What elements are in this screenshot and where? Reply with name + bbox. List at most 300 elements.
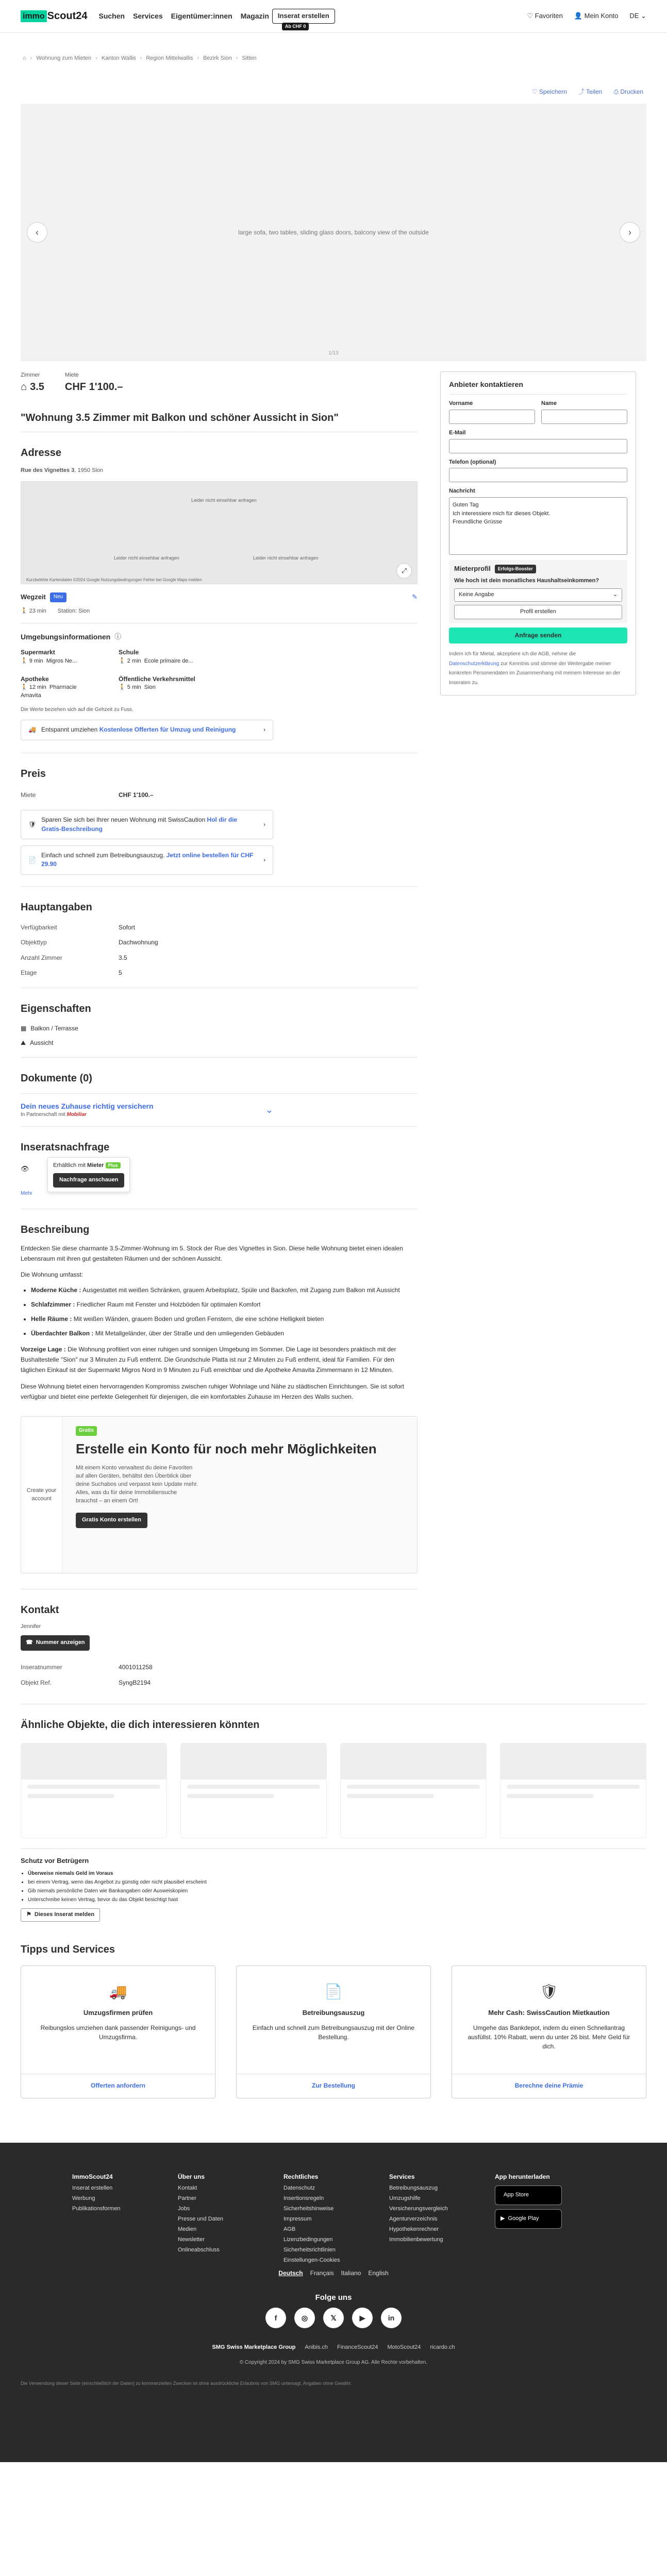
social-links [0,2308,667,2328]
konto-label: Mein Konto [584,12,619,20]
contact-section [21,1603,418,1690]
surroundings-place: Pharmacie Amavita [21,684,77,699]
row-key: Objekt Ref. [21,1679,52,1686]
insurance-sub: In Partnerschaft mit [21,1112,65,1118]
betreib-text: Einfach und schnell zum Betreibungsauszug. [41,851,165,859]
footer-link[interactable]: Impressum [284,2216,312,2223]
list-item [31,1300,418,1310]
vorname-input[interactable] [449,410,535,424]
chevron-right-icon: › [263,726,265,734]
table-row [21,935,418,950]
surroundings-heading: Umgebungsinformationen [21,632,111,641]
nachricht-label: Nachricht [449,488,475,495]
map[interactable] [21,481,418,584]
footer-link[interactable]: Immobilienbewertung [389,2236,443,2243]
income-question: Wie hoch ist dein monatliches Haushaltseinkommen? [454,578,599,584]
footer-link[interactable]: Medien [178,2226,197,2232]
youtube-icon[interactable]: ▶ [352,2308,373,2328]
footer-link[interactable]: Presse und Daten [178,2216,224,2223]
description [21,1223,418,1402]
tip-text: Reibungslos umziehen dank passender Reinigungs- und Umzugsfirma. [40,2024,196,2041]
surroundings-note: Die Werte beziehen sich auf die Gehzeit zu Fuss. [21,706,134,713]
nav-magazin[interactable]: Magazin [240,12,269,21]
flag-icon: ⚑ [26,1911,31,1918]
row-value: 3.5 [119,954,127,961]
footer-link[interactable]: Lizenzbedingungen [284,2236,333,2243]
save-label: Speichern [539,88,567,95]
surroundings-place: Sion [144,684,156,690]
description-list [31,1285,418,1338]
dokumente-heading: Dokumente (0) [21,1073,92,1084]
nav-eigentuemer[interactable]: Eigentümer:innen [171,12,232,21]
plus-badge: Plus [106,1162,121,1168]
footer-link[interactable]: Newsletter [178,2236,205,2243]
row-key: Anzahl Zimmer [21,954,62,961]
betreib-link[interactable]: Jetzt online bestellen für CHF 29.90 [41,851,254,868]
item-text: Mit weißen Wänden, grauem Boden und großen Fenstern, die eine schöne Helligkeit bieten [72,1315,324,1323]
surroundings-title: Apotheke [21,675,49,683]
description-intro: Entdecken Sie diese charmante 3.5-Zimmer-Wohnung im 5. Stock der Rue des Vignettes in Sion. Diese helle Wohnung bietet einen idealen Lebensraum mit ihren gut gestalteten Räumen und der schönen Aussicht. [21,1244,403,1262]
play-icon: ▶ [501,2215,505,2222]
surroundings-time: 12 min [29,684,46,690]
mieterprofil-label: Mieterprofil [454,565,491,573]
brands-lead: SMG Swiss Marketplace Group [212,2344,296,2350]
surroundings-heading-row [21,632,418,642]
inserat-badge: Ab CHF 0 [282,23,309,30]
footer-col-title: Services [389,2173,415,2180]
walk-icon: 🚶 [21,608,28,615]
lang-link[interactable]: Italiano [341,2269,361,2277]
move-offer-box[interactable] [21,720,273,740]
share-icon: ⤴ [578,88,585,95]
logo[interactable] [21,9,87,24]
send-request-button[interactable]: Anfrage senden [449,628,627,643]
footer-brands [0,2344,667,2352]
caution-box[interactable] [21,810,273,839]
tip-title: Mehr Cash: SwissCaution Mietkaution [488,2009,610,2017]
list-item [21,1022,418,1036]
brand-link[interactable]: Anibis.ch [305,2344,328,2350]
eye-icon: 👁 [21,1164,29,1173]
row-value: 4001011258 [119,1664,153,1671]
rent-label: Miete [64,372,79,379]
nav-suchen[interactable]: Suchen [98,12,125,21]
copyright: © Copyright 2024 by SMG Swiss Marketplace Group AG. Alle Rechte vorbehalten. [239,2359,428,2365]
gallery-counter: 1/13 [328,350,339,356]
similar-listings [21,1743,646,1838]
tip-link[interactable]: Zur Bestellung [237,2074,430,2097]
main-column [21,371,418,1690]
name-label: Name [541,400,557,406]
language-label: DE [629,12,639,20]
footer-link[interactable]: Publikationsformen [72,2206,121,2212]
heart-icon: ♡ [531,88,538,95]
app-download [495,2173,601,2265]
tips-grid [21,1965,646,2098]
rooms-value: 3.5 [30,381,44,393]
footer-link[interactable]: Sicherheitsrichtlinien [284,2246,336,2253]
heart-icon: ♡ [527,12,533,20]
inserat-erstellen-button[interactable] [272,9,335,29]
insurance-brand: Mobiliar [66,1112,87,1118]
tip-title: Umzugsfirmen prüfen [83,2009,153,2017]
breadcrumb-item[interactable]: Kanton Wallis [101,55,136,61]
breadcrumb-item[interactable]: Region Mittelwallis [146,55,193,61]
similar-card[interactable] [180,1743,327,1838]
description-outro: Diese Wohnung bietet einen hervorragenden Kompromiss zwischen ruhiger Wohnlage und Nähe zu städtischen Einrichtungen. Sie ist sofort verfügbar und bietet eine perfekte Gelegenheit für diejenigen, die ein komfortables Zuhause im Herzen des Walls suchen. [21,1382,404,1400]
hauptangaben-heading: Hauptangaben [21,901,92,913]
form-title: Anbieter kontaktieren [449,380,523,389]
surroundings-item [21,675,98,700]
row-key: Verfügbarkeit [21,923,57,931]
contact-sidebar [440,371,646,1690]
walk-icon: 🚶 [119,684,126,690]
truck-icon: 🚚 [109,1983,127,1999]
nachfrage-heading: Inseratsnachfrage [21,1141,110,1153]
rent-value: CHF 1'100.– [64,381,123,393]
surroundings-title: Schule [119,649,139,656]
gallery-prev-button[interactable]: ‹ [27,222,47,243]
footer-languages [0,2269,667,2278]
list-item [21,1036,418,1050]
show-number-label: Nummer anzeigen [36,1639,85,1646]
item-text: Mit Metallgeländer, über der Straße und den umliegenden Gebäuden [93,1329,284,1337]
surroundings-title: Öffentliche Verkehrsmittel [119,675,195,683]
truck-icon: 🚚 [28,726,36,734]
list-item [31,1285,418,1296]
caution-link[interactable]: Hol dir die Gratis-Beschreibung [41,816,238,833]
vorname-label: Vorname [449,400,473,406]
privacy-link[interactable]: Datenschutzerklärung [449,660,499,667]
item-text: Ausgestattet mit weißen Schränken, grauem Arbeitsplatz, Spüle und Backofen, mit Zugang zum Balkon mit Aussicht [81,1286,400,1294]
description-umfasst: Die Wohnung umfasst: [21,1271,84,1279]
document-icon: 📄 [324,1983,343,1999]
nav-services[interactable]: Services [133,12,163,21]
surroundings-time: 9 min [29,657,43,664]
item-text: Friedlicher Raum mit Fenster und Holzböden für optimalen Komfort [75,1301,261,1309]
language-select[interactable] [629,11,646,21]
caution-text: Sparen Sie sich bei Ihrer neuen Wohnung mit SwissCaution [41,816,206,824]
create-account-button[interactable]: Gratis Konto erstellen [76,1513,147,1528]
lang-link[interactable]: Français [310,2269,334,2277]
footer-link[interactable]: Einstellungen-Cookies [284,2257,340,2263]
surroundings-place: Migros Ne... [46,657,77,664]
footer-link[interactable]: Werbung [72,2195,95,2202]
map-footer: Kurzbefehle Kartendaten ©2024 Google Nutzungsbedingungen Fehler bei Google Maps melden [26,577,202,582]
report-label: Dieses Inserat melden [34,1911,95,1918]
listing-actions [21,88,646,96]
surroundings-item [119,675,196,700]
footer-link[interactable]: Inserat erstellen [72,2185,113,2192]
footer-link[interactable]: Hypothekenrechner [389,2226,439,2232]
list-item: • Überweise niemals Geld im Voraus [28,1869,646,1878]
list-item: • bei einem Vertrag, wenn das Angebot zu günstig oder nicht plausibel erscheint [28,1878,646,1887]
walk-icon: 🚶 [21,684,28,690]
phone-icon: ☎ [26,1639,33,1646]
chevron-right-icon: › [263,856,265,863]
eigenschaften-heading: Eigenschaften [21,1003,91,1015]
inserat-label: Inserat erstellen [277,12,329,20]
promo-heading: Erstelle ein Konto für noch mehr Möglichkeiten [76,1440,377,1456]
favoriten-label: Favoriten [535,12,563,20]
promo-text: Mit einem Konto verwaltest du deine Favoriten auf allen Geräten, behältst den Überblick über deine Suchabos und verpasst kein Update mehr. Alles, was du für deine Immobiliensuche brauchst – an einem Ort! [76,1465,198,1504]
legal-part: zur Kenntnis und stimme der Weitergabe meiner konkreten Personendaten im Zusammenhang mit meinem Interesse an der Inseraten zu. [449,660,621,686]
print-icon: ⎙ [613,88,619,95]
disclaimer: Die Verwendung dieser Seite (einschließlich der Daten) zu kommerziellen Zwecken ist ohne ausdrückliche Erlaubnis von SMG untersagt. Angaben ohne Gewähr. [21,2380,352,2386]
tip-link[interactable]: Offerten anfordern [21,2074,215,2097]
nachfrage-link[interactable]: Mehr [21,1190,32,1196]
surroundings-item [21,648,98,665]
similar-card[interactable] [21,1743,167,1838]
save-button[interactable] [532,88,567,96]
table-row [21,965,418,980]
footer-link[interactable]: Sicherheitshinweise [284,2206,334,2212]
linkedin-icon[interactable]: in [381,2308,402,2328]
walk-icon: 🚶 [21,657,28,664]
list-item: • Gib niemals persönliche Daten wie Bankangaben oder Ausweiskopien [28,1887,646,1895]
row-key: Etage [21,969,37,976]
appstore-button[interactable] [495,2185,562,2205]
insurance-banner[interactable] [21,1101,273,1119]
footer-col-title: Rechtliches [284,2173,319,2180]
lang-link[interactable]: English [368,2269,389,2277]
favoriten-link[interactable] [527,11,562,21]
name-input[interactable] [541,410,627,424]
footer-link[interactable]: Onlineabschluss [178,2246,220,2253]
row-value: Dachwohnung [119,939,158,946]
legal-part: Indem ich für Mietal, akzeptiere ich die AGB, nehme die [449,651,576,657]
tip-link[interactable]: Berechne deine Prämie [452,2074,646,2097]
footer-link[interactable]: AGB [284,2226,296,2232]
edit-icon[interactable]: ✎ [412,593,418,601]
rooms-label: Zimmer [21,372,40,379]
breadcrumb-item[interactable]: Wohnung zum Mieten [36,55,92,61]
similar-card[interactable] [340,1743,487,1838]
account-promo [21,1416,418,1573]
row-value: SyngB2194 [119,1679,151,1686]
lang-link[interactable]: Deutsch [278,2269,303,2277]
list-item [31,1314,418,1325]
share-label: Teilen [586,88,603,95]
popup-text: Erhältlich mit [53,1162,86,1168]
item-title: Überdachter Balkon : [31,1329,94,1337]
table-row [21,1675,418,1690]
address-line: Rue des Vignettes 3, 1950 Sion [21,467,104,474]
footer-link[interactable]: Umzugshilfe [389,2195,421,2202]
brand-link[interactable]: MotoScout24 [387,2344,421,2350]
telefon-label: Telefon (optional) [449,459,496,465]
contact-form [440,371,636,696]
footer-link[interactable]: Versicherungsvergleich [389,2206,448,2212]
new-badge: Neu [50,592,66,602]
row-key: Objekttyp [21,939,47,946]
chevron-right-icon: › [263,820,265,828]
booster-badge: Erfolgs-Booster [495,565,536,573]
beschreibung-heading: Beschreibung [21,1224,90,1235]
mieterprofil-box [449,560,627,623]
popup-strong: Mieter [87,1162,104,1168]
price-key: Miete [21,791,36,799]
footer-link[interactable]: Agenturverzeichnis [389,2216,438,2223]
footer-link[interactable]: Kontakt [178,2185,197,2192]
shield-icon: 🛡 [540,1983,558,1999]
appstore-label: App Store [504,2192,529,2198]
price-heading: Preis [21,768,46,779]
contact-name: Jennifer [21,1623,41,1630]
similar-heading: Ähnliche Objekte, die dich interessieren könnten [21,1719,260,1731]
wegzeit-row [21,592,418,602]
user-icon: 👤 [574,12,583,20]
balcony-icon: ▦ [21,1025,27,1032]
surroundings-item [119,648,196,665]
document-icon: 📄 [28,856,36,863]
view-icon: ⛰ [21,1039,26,1046]
nachfrage-popup [47,1157,130,1192]
surroundings-place: Ecole primaire de... [144,657,193,664]
station: Station: Sion [57,608,90,615]
city: 1950 Sion [77,467,104,474]
footer-link[interactable]: Insertionsregeln [284,2195,324,2202]
footer-col-title: Über uns [178,2173,205,2180]
item-title: Helle Räume : [31,1315,72,1323]
lage-text: Die Wohnung profitiert von einer ruhigen und sonnigen Umgebung im Sommer. Die Lage ist besonders praktisch mit der Bushaltestelle "Sion" nur 3 Minuten zu Fuß entfernt. Die Grundschule Platta ist nur 2 Minuten zu Fuß entfernt, ideal für Familien. Für den täglichen Einkauf ist der Supermarkt Migros Nord in 9 Minuten zu Fuß erreichbar und die Apotheke Amavita Zimmermann in 12 Minuten. [21,1346,396,1374]
chevron-down-icon: ⌄ [265,1105,273,1115]
map-label: Leider nicht einsehbar anfragen [253,555,319,561]
betreibung-box[interactable] [21,845,273,875]
similar-card[interactable] [500,1743,646,1838]
telefon-input[interactable] [449,468,627,482]
item-title: Schlafzimmer : [31,1301,75,1309]
gallery-image-alt: large sofa, two tables, sliding glass doors, balcony view of the outside [238,228,429,236]
logo-scout: Scout24 [47,10,88,22]
nachfrage-area [21,1160,418,1201]
footer-link[interactable]: Betreibungsauszug [389,2185,438,2192]
listing-title: "Wohnung 3.5 Zimmer mit Balkon und schöner Aussicht in Sion" [21,412,339,424]
footer-link[interactable]: Datenschutz [284,2185,315,2192]
hauptangaben-table [21,920,418,981]
map-label: Leider nicht einsehbar anfragen [114,555,179,561]
footer-link[interactable]: Jobs [178,2206,190,2212]
wegzeit-label: Wegzeit [21,593,46,601]
site-footer [0,2143,667,2462]
follow-heading: Folge uns [315,2293,352,2302]
report-button[interactable] [21,1908,100,1922]
print-button[interactable] [613,88,643,96]
print-label: Drucken [620,88,643,95]
tip-title: Betreibungsauszug [302,2009,365,2017]
income-select-value: Keine Angabe [459,591,494,598]
footer-col [284,2173,389,2265]
footer-col [72,2173,178,2265]
create-profile-button[interactable]: Profil erstellen [454,605,622,619]
logo-immo: immo [21,10,47,22]
price-row [21,787,418,804]
table-row [21,920,418,935]
surroundings-grid [21,648,418,700]
row-value: Sofort [119,923,136,931]
chevron-down-icon: ⌄ [641,12,646,20]
list-item [31,1329,418,1339]
breadcrumb-item: Sitten [242,55,257,61]
insurance-title: Dein neues Zuhause richtig versichern [21,1102,154,1111]
scam-protection [21,1856,646,1922]
home-icon[interactable]: ⌂ [23,55,26,61]
table-row [21,951,418,965]
move-text: Entspannt umziehen [41,726,98,734]
x-icon[interactable]: 𝕏 [323,2308,344,2328]
footer-col [178,2173,284,2265]
map-label: Leider nicht einsehbar anfragen [191,498,257,503]
googleplay-button[interactable] [495,2209,562,2229]
feature-label: Balkon / Terrasse [30,1025,78,1032]
lage-title: Vorzeige Lage : [21,1346,66,1353]
row-value: 5 [119,969,122,976]
nachfrage-button[interactable]: Nachfrage anschauen [53,1173,124,1188]
move-link[interactable]: Kostenlose Offerten für Umzug und Reinigung [99,726,236,734]
row-key: Inseratnummer [21,1664,62,1671]
tip-text: Umgehe das Bankdepot, indem du einen Schnellantrag ausfüllst. 10% Rabatt, wenn du unter 26 bist. Mehr Geld für dich. [468,2024,630,2050]
walk-icon: 🚶 [119,657,126,664]
item-title: Moderne Küche : [31,1286,81,1294]
income-select[interactable] [454,588,622,602]
street: Rue des Vignettes 3 [21,467,75,474]
show-number-button[interactable] [21,1635,90,1651]
footer-link[interactable]: Partner [178,2195,197,2202]
facebook-icon[interactable]: f [265,2308,286,2328]
feature-label: Aussicht [30,1039,54,1046]
tip-card [21,1965,215,2098]
scam-heading: Schutz vor Betrügern [21,1857,89,1865]
surroundings-time: 2 min [127,657,141,664]
footer-col-title: ImmoScout24 [72,2173,113,2180]
breadcrumb: ⌂ › Wohnung zum Mieten › Kanton Wallis › Region Mittelwallis › Bezirk Sion › Sitten [23,55,646,63]
shield-icon: 🛡 [28,820,37,828]
image-gallery[interactable] [21,104,646,361]
instagram-icon[interactable]: ◎ [294,2308,315,2328]
brand-link[interactable]: FinanceScout24 [337,2344,378,2350]
breadcrumb-item[interactable]: Bezirk Sion [203,55,232,61]
eigenschaften-list [21,1022,418,1050]
gallery-next-button[interactable]: › [620,222,640,243]
wegzeit-values [21,607,418,616]
googleplay-label: Google Play [508,2215,539,2222]
app-heading: App herunterladen [495,2173,550,2180]
konto-link[interactable] [574,11,619,21]
share-button[interactable] [578,88,603,96]
chevron-down-icon: ⌄ [612,591,618,598]
expand-icon[interactable]: ⤢ [396,563,412,579]
list-item: • Unterschreibe keinen Vertrag, bevor du das Objekt besichtigt hast [28,1895,646,1904]
gratis-badge: Gratis [76,1426,97,1436]
kontakt-heading: Kontakt [21,1604,59,1616]
table-row [21,1660,418,1675]
brand-link[interactable]: ricardo.ch [430,2344,455,2350]
address-heading: Adresse [21,447,61,459]
email-input[interactable] [449,439,627,453]
site-header [0,0,667,33]
main-nav [98,11,269,21]
info-icon[interactable]: ⓘ [114,632,122,640]
email-label: E-Mail [449,429,466,436]
footer-col [389,2173,495,2265]
tip-text: Einfach und schnell zum Betreibungsauszug mit der Online Bestellung. [252,2024,415,2041]
surroundings-title: Supermarkt [21,649,55,656]
legal-text [449,650,627,688]
message-textarea[interactable]: Guten Tag Ich interessiere mich für dieses Objekt. Freundliche Grüsse [449,497,627,555]
key-facts [21,371,418,395]
promo-left: Create your account [21,1417,62,1573]
price-value: CHF 1'100.– [119,791,154,799]
